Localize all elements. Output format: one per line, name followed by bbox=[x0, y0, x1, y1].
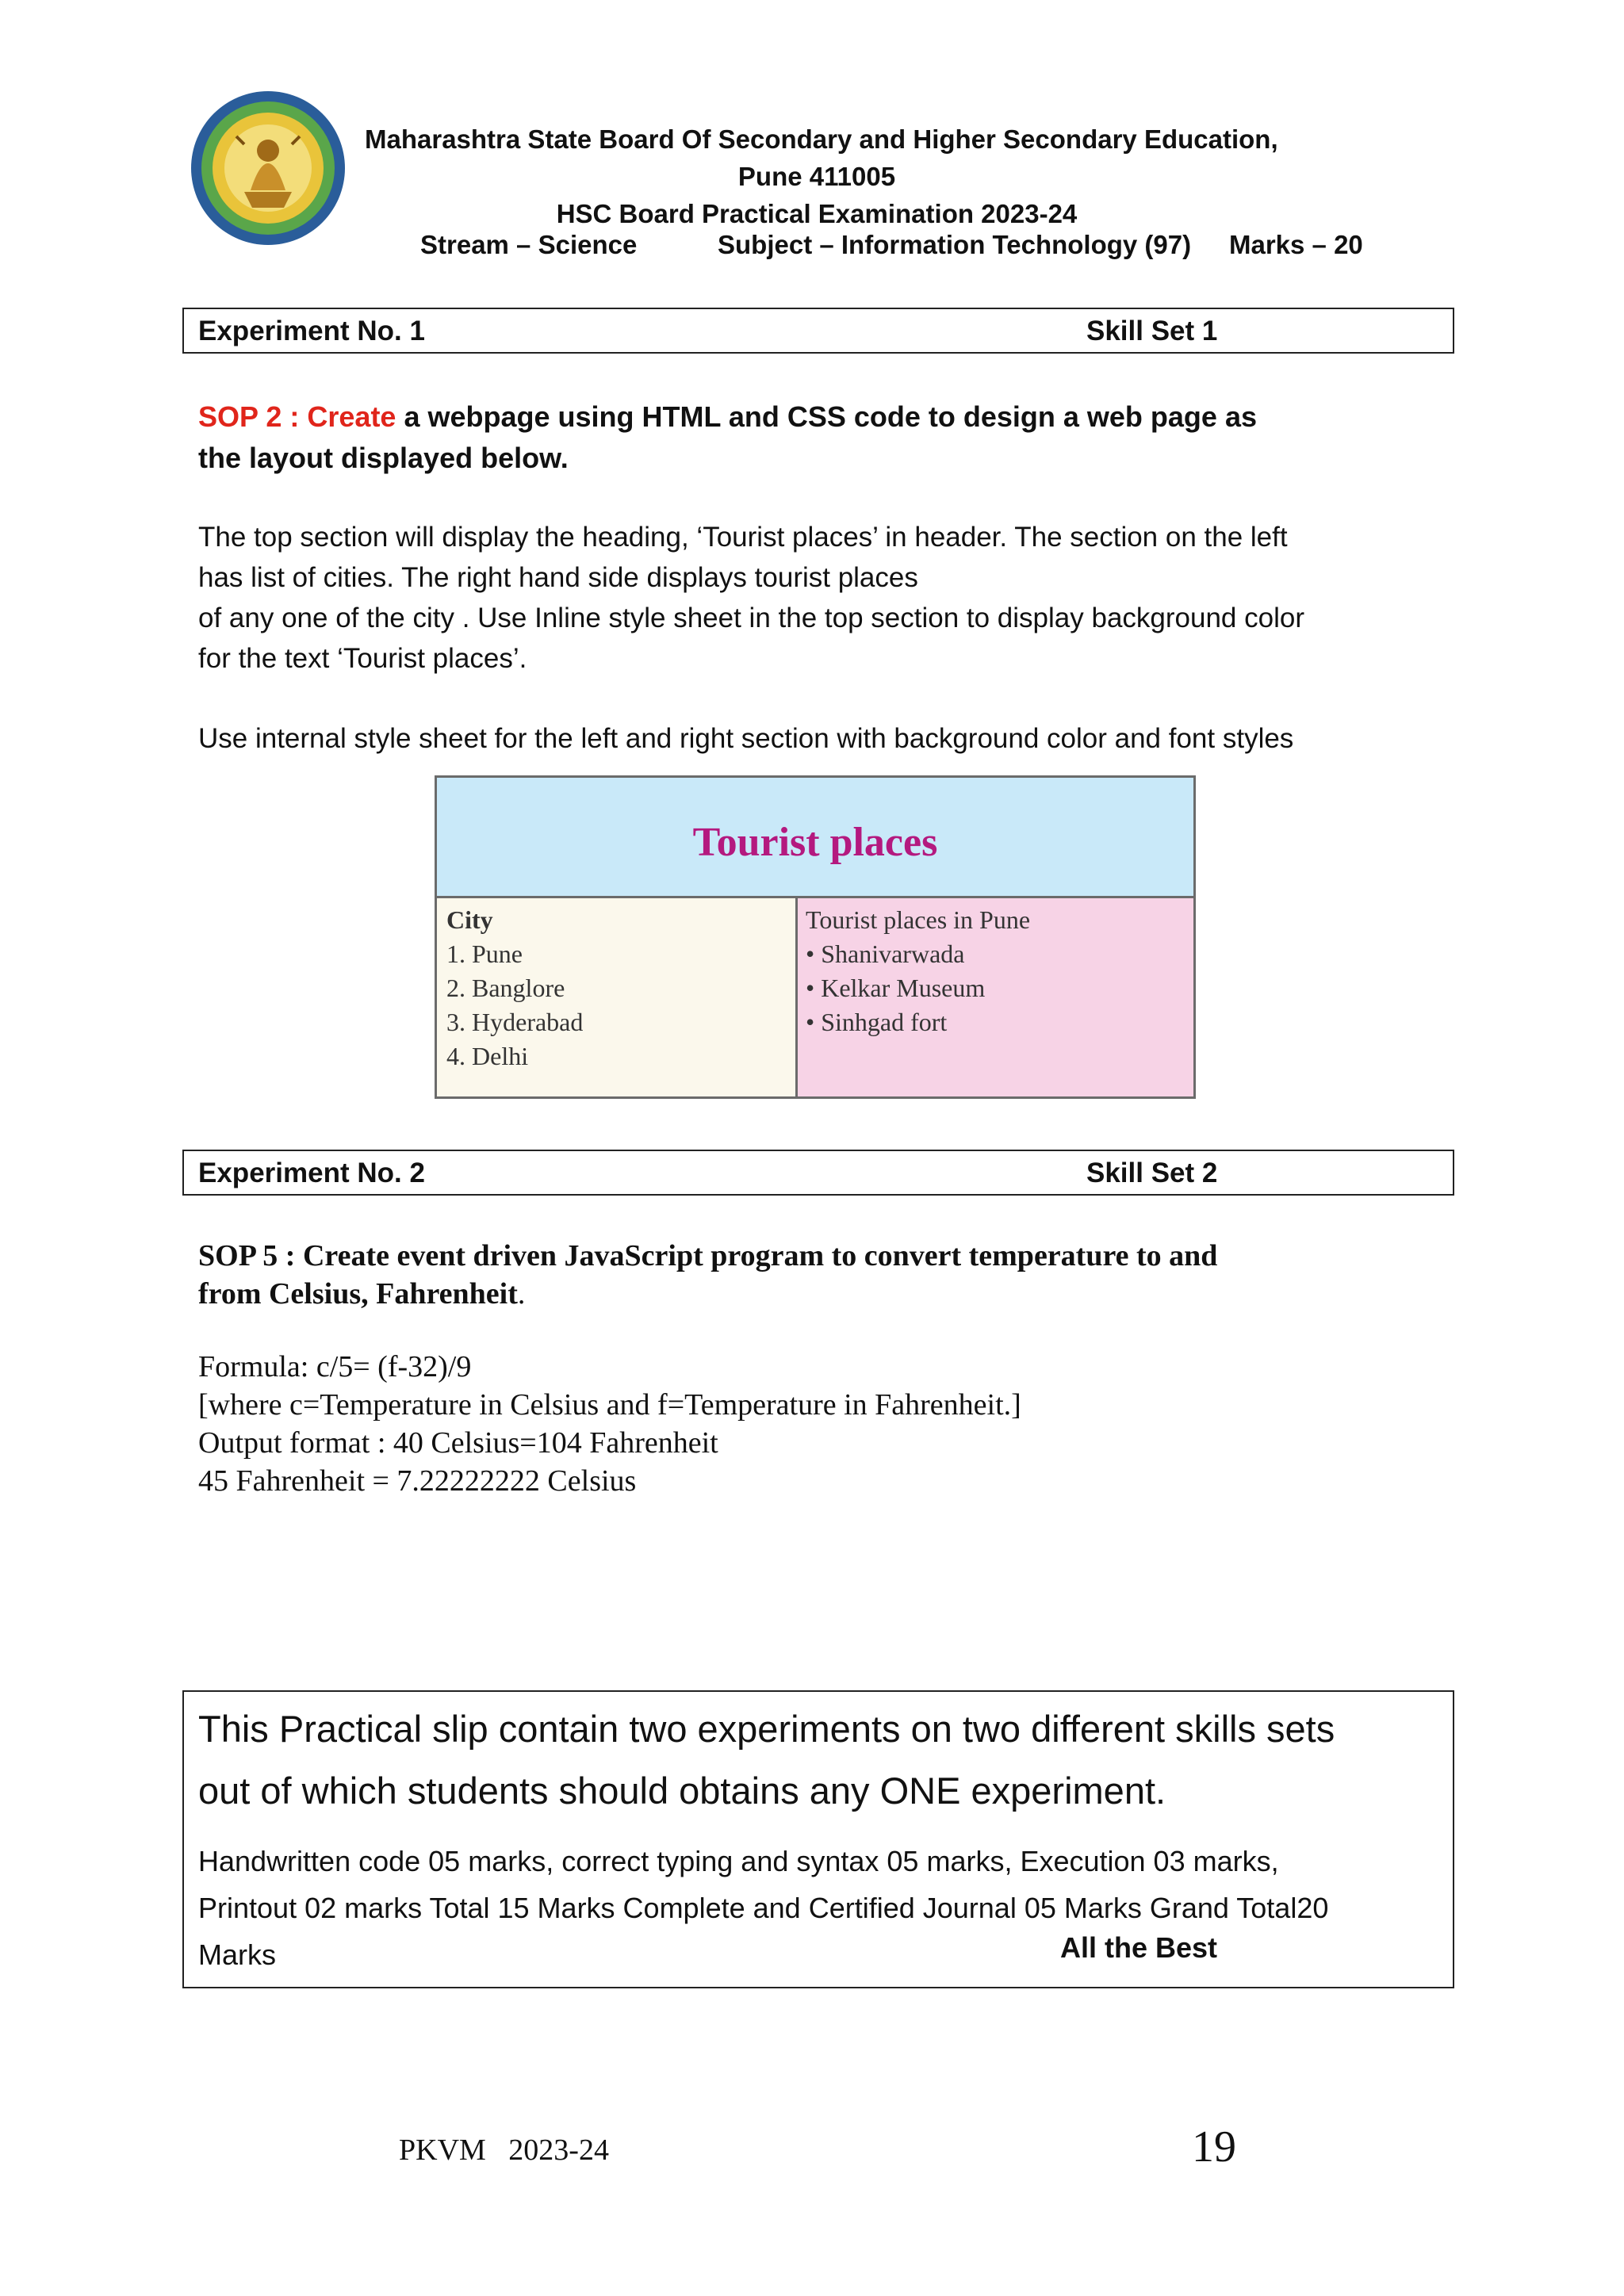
city-item: 2. Banglore bbox=[446, 974, 565, 1002]
subject-label: Subject – Information Technology (97) bbox=[718, 230, 1192, 259]
skill-set-2-label: Skill Set 2 bbox=[1086, 1158, 1218, 1188]
board-seal-logo bbox=[189, 89, 347, 247]
sop-2-text-line2: the layout displayed below. bbox=[198, 442, 569, 474]
figure-left-section bbox=[437, 898, 798, 1096]
figure-right-section bbox=[798, 898, 1193, 1096]
instruction-line: This Practical slip contain two experiments on two different skills sets bbox=[198, 1708, 1335, 1750]
experiment-2-label: Experiment No. 2 bbox=[198, 1158, 425, 1188]
output-format-line: 45 Fahrenheit = 7.22222222 Celsius bbox=[198, 1464, 637, 1498]
sop-5-title-line2: from Celsius, Fahrenheit bbox=[198, 1277, 518, 1311]
formula-text: Formula: c/5= (f-32)/9 bbox=[198, 1350, 472, 1383]
sop-5-body bbox=[198, 1348, 1435, 1500]
marks-label: Marks – 20 bbox=[1229, 230, 1363, 259]
figure-title: Tourist places bbox=[692, 820, 938, 865]
instruction-text bbox=[198, 1698, 1443, 1822]
description-line: of any one of the city . Use Inline style sheet in the top section to display background color bbox=[198, 603, 1304, 633]
formula-note: [where c=Temperature in Celsius and f=Temperature in Fahrenheit.] bbox=[198, 1388, 1021, 1422]
sop-2-text: a webpage using HTML and CSS code to design a web page as bbox=[396, 400, 1257, 433]
board-name: Maharashtra State Board Of Secondary and Higher Secondary Education, bbox=[365, 124, 1278, 154]
all-the-best-text: All the Best bbox=[1060, 1931, 1218, 1964]
sop-2-title bbox=[198, 396, 1435, 479]
marks-breakdown bbox=[198, 1838, 1443, 1978]
city-item: 4. Delhi bbox=[446, 1042, 529, 1070]
description-line: has list of cities. The right hand side displays tourist places bbox=[198, 562, 918, 593]
sop-5-title-line1: SOP 5 : Create event driven JavaScript program to convert temperature to and bbox=[198, 1239, 1218, 1272]
output-format-line: Output format : 40 Celsius=104 Fahrenheit bbox=[198, 1426, 718, 1460]
exam-title: HSC Board Practical Examination 2023-24 bbox=[556, 199, 1078, 228]
description-line: for the text ‘Tourist places’. bbox=[198, 643, 527, 674]
sop-5-title bbox=[198, 1237, 1435, 1313]
city-item: 1. Pune bbox=[446, 939, 523, 968]
experiment-1-label: Experiment No. 1 bbox=[198, 316, 425, 346]
place-item: • Sinhgad fort bbox=[806, 1008, 948, 1036]
instruction-line: out of which students should obtains any ONE experiment. bbox=[198, 1770, 1166, 1812]
board-city: Pune 411005 bbox=[737, 162, 896, 191]
experiment-2-bar bbox=[182, 1150, 1454, 1196]
marks-line: Printout 02 marks Total 15 Marks Complete and Certified Journal 05 Marks Grand Total20 bbox=[198, 1892, 1329, 1924]
sop-5-title-period: . bbox=[517, 1277, 526, 1311]
stream-label: Stream – Science bbox=[420, 230, 638, 259]
footer-label: PKVM 2023-24 bbox=[399, 2133, 609, 2167]
skill-set-1-label: Skill Set 1 bbox=[1086, 316, 1218, 346]
places-heading: Tourist places in Pune bbox=[806, 905, 1031, 934]
sop-2-prefix: SOP 2 : Create bbox=[198, 400, 396, 433]
sop-2-style-instruction: Use internal style sheet for the left and right section with background color and font styles bbox=[198, 723, 1294, 754]
city-heading: City bbox=[446, 905, 493, 934]
marks-line: Marks bbox=[198, 1938, 276, 1971]
sop-2-description bbox=[198, 517, 1451, 679]
marks-line: Handwritten code 05 marks, correct typing and syntax 05 marks, Execution 03 marks, bbox=[198, 1845, 1279, 1877]
tourist-places-layout-figure bbox=[435, 775, 1196, 1099]
place-item: • Shanivarwada bbox=[806, 939, 965, 968]
description-line: The top section will display the heading, ‘Tourist places’ in header. The section on the left bbox=[198, 522, 1288, 553]
figure-header-section bbox=[437, 778, 1193, 898]
experiment-1-bar bbox=[182, 308, 1454, 354]
city-item: 3. Hyderabad bbox=[446, 1008, 584, 1036]
page-number: 19 bbox=[1192, 2122, 1236, 2172]
marking-scheme-box bbox=[182, 1690, 1454, 1988]
place-item: • Kelkar Museum bbox=[806, 974, 986, 1002]
